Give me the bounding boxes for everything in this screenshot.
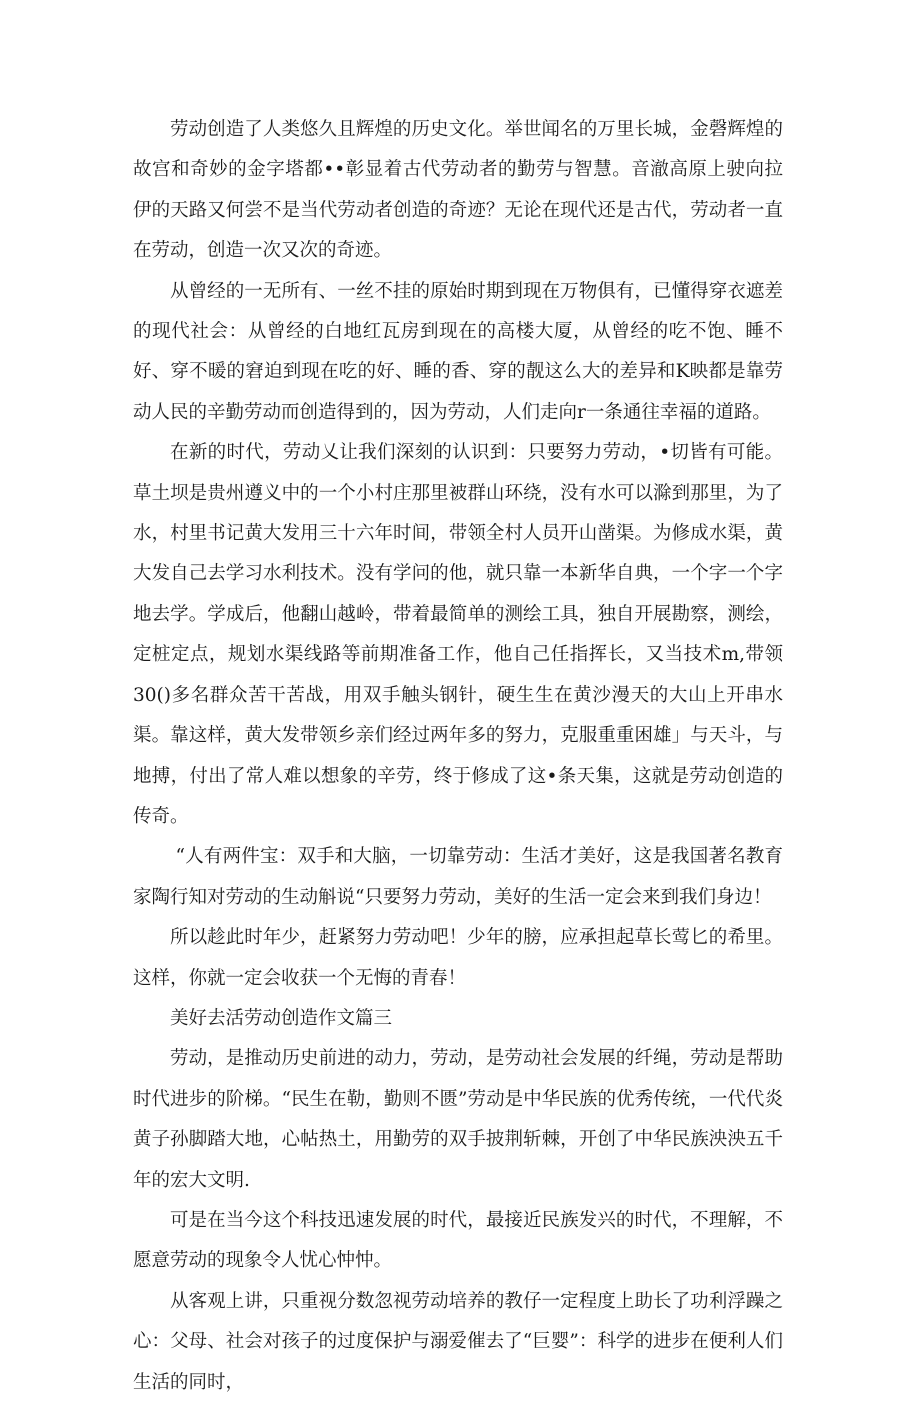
paragraph-6: 劳动，是推动历史前进的动力，劳动，是劳动社会发展的纤绳，劳动是帮助时代进步的阶梯。“民生在勒，勤则不匮”劳动是中华民族的优秀传统，一代代炎黄子孙脚踏大地，心帖热土，用勤劳的双手披荆斩棘，开创了中华民族泱泱五千年的宏大文明. bbox=[133, 1048, 783, 1191]
paragraph-7: 可是在当今这个科技迅速发展的时代，最接近民族发兴的时代，不理解，不愿意劳动的现象令人忧心忡忡。 bbox=[133, 1209, 783, 1272]
paragraph-8: 从客观上讲，只重视分数忽视劳动培养的教仔一定程度上助长了功利浮躁之心：父母、社会对孩子的过度保护与溺爱催去了“巨婴”：科学的进步在便利人们生活的同时， bbox=[133, 1290, 783, 1393]
section-heading: 美好去活劳动创造作文篇三 bbox=[170, 1007, 393, 1029]
paragraph-1: 劳动创造了人类悠久且辉煌的历史文化。举世闻名的万里长城，金磬辉煌的故宫和奇妙的金字塔都••彰显着古代劳动者的勤劳与智慧。音澈高原上驶向拉伊的天路又何尝不是当代劳动者创造的奇迹？无论在现代还是古代，劳动者一直在劳动，创造一次又次的奇迹。 bbox=[133, 119, 783, 262]
paragraph-5: 所以趁此时年少，赶紧努力劳动吧！少年的膀，应承担起草长莺匕的希里。这样，你就一定会收获一个无悔的青春！ bbox=[133, 927, 783, 989]
paragraph-4-quote: “人有两件宝：双手和大脑，一切靠劳动：生活才美好，这是我国著名教育家陶行知对劳动的生动斛说“只要努力劳动，美好的生活一定会来到我们身边！ bbox=[133, 846, 783, 908]
paragraph-3: 在新的时代，劳动乂让我们深刻的认识到：只要努力劳动，•切皆有可能。草土坝是贵州遵义中的一个小村庄那里被群山环绕，没有水可以滁到那里，为了水，村里书记黄大发用三十六年时间，带领全村人员开山凿渠。为修成水渠，黄大发自己去学习水利技术。没有学问的他，就只靠一本新华自典，一个字一个字地去学。学成后，他翻山越岭，带着最简单的测绘工具，独自开展勘察，测绘，定桩定点，规划水渠线路等前期准备工作，他自己任指挥长，又当技术m,带领30()多名群众苦干苦战，用双手触头钢针，硬生生在黄沙漫天的大山上开串水渠。靠这样，黄大发带领乡亲们经过两年多的努力，克服重重困雄」与天斗，与地搏，付出了常人难以想象的辛劳，终于修成了这•条天集，这就是劳动创造的传奇。 bbox=[133, 442, 783, 827]
paragraph-2: 从曾经的一无所有、一丝不挂的原始时期到现在万物俱有，已懂得穿衣遮差的现代社会：从曾经的白地红瓦房到现在的高楼大厦，从曾经的吃不饱、睡不好、穿不暖的窘迫到现在吃的好、睡的香、穿的靓这么大的差异和K映都是靠劳动人民的辛勤劳动而创造得到的，因为劳动，人们走向r一条通往幸福的道路。 bbox=[133, 280, 783, 423]
document-body bbox=[133, 110, 783, 1403]
